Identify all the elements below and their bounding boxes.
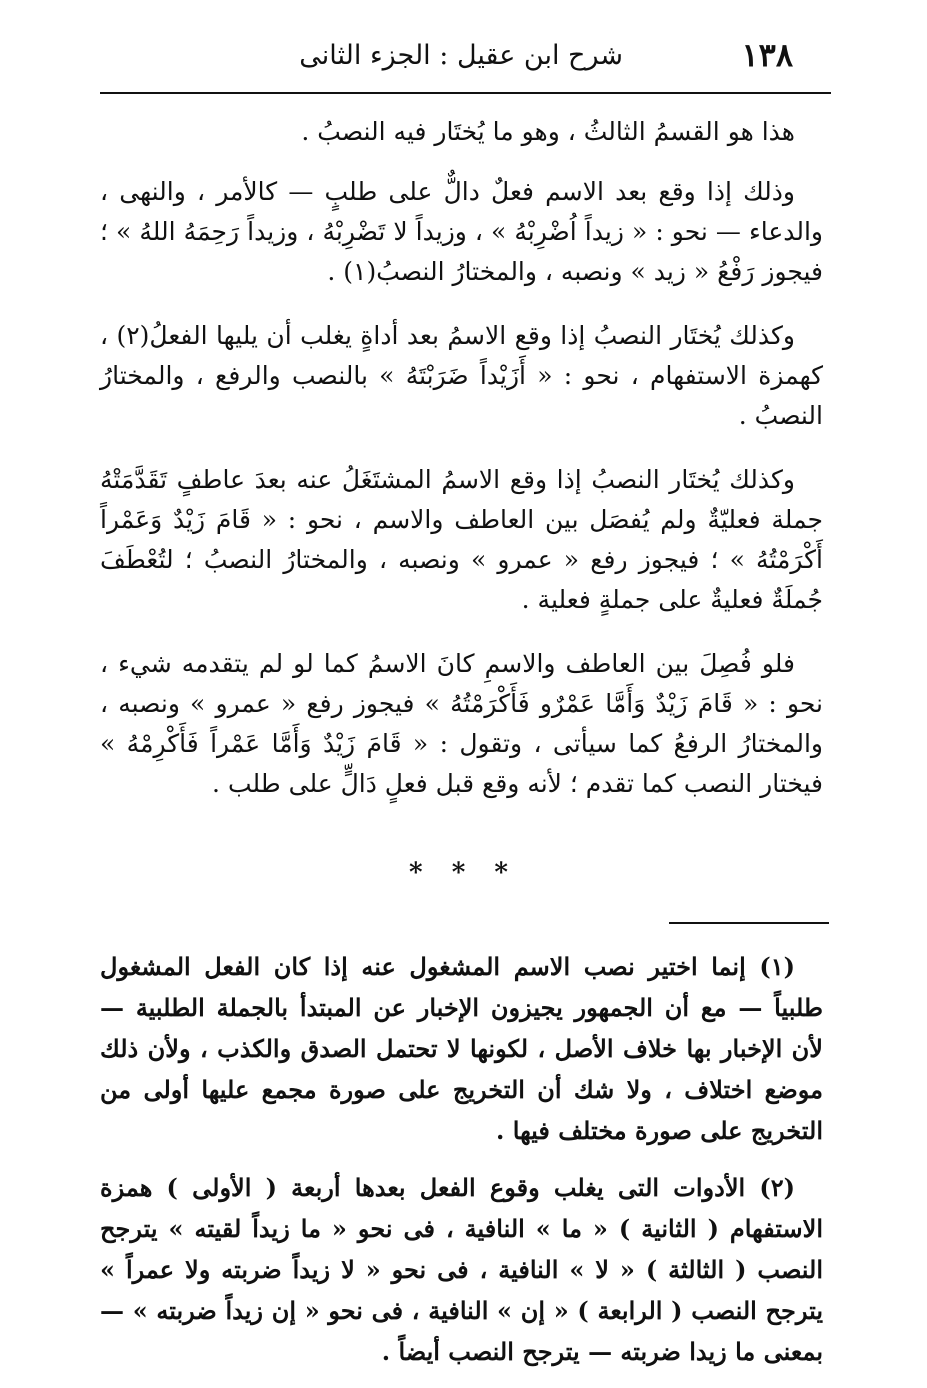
header-rule [100, 92, 831, 94]
paragraph: فلو فُصِلَ بين العاطف والاسمِ كانَ الاسمُ كما لو لم يتقدمه شيء ، نحو : « قَامَ زَيْدٌ وَأَمَّا عَمْرٌو فَأَكْرَمْتُهُ » فيجوز رفع « عمرو » ونصبه ، والمختارُ الرفعُ كما سيأتى ، وتقول : « قَامَ زَيْدٌ وَأَمَّا عَمْراً فَأَكْرِمْهُ » فيختار النصب كما تقدم ؛ لأنه وقع قبل فعلٍ دَالٍّ على طلب . [100, 649, 823, 798]
paragraph: هذا هو القسمُ الثالثُ ، وهو ما يُختَار فيه النصبُ . [301, 117, 795, 146]
footnote: (١) إنما اختير نصب الاسم المشغول عنه إذا كان الفعل المشغول طلبياً — مع أن الجمهور يجيزون الإخبار عن المبتدأ بالجملة الطلبية — لأن الإخبار بها خلاف الأصل ، لكونها لا تحتمل الصدق والكذب ، ولأن ذلك موضع اختلاف ، ولا شك أن التخريج على صورة مجمع عليها أولى من التخريج على صورة مختلف فيها . [100, 952, 823, 1145]
paragraph: وكذلك يُختَار النصبُ إذا وقع الاسمُ بعد أداةٍ يغلب أن يليها الفعلُ(٢) ، كهمزة الاستفهام ، نحو : « أَزَيْداً ضَرَبْتَهُ » بالنصب والرفع ، والمختارُ النصبُ . [100, 321, 823, 430]
paragraph: وذلك إذا وقع بعد الاسم فعلٌ دالٌّ على طلبٍ — كالأمر ، والنهى ، والدعاء — نحو : « زيداً اُضْرِبْهُ » ، وزيداً لا تَضْرِبْهُ ، وزيداً رَحِمَهُ اللهُ » ؛ فيجوز رَفْعُ « زيد » ونصبه ، والمختارُ النصبُ(١) . [100, 177, 823, 286]
page-header [100, 30, 831, 90]
section-separator: * * * [409, 858, 518, 888]
paragraph: وكذلك يُختَار النصبُ إذا وقع الاسمُ المشتَغَلُ عنه بعدَ عاطفٍ تَقَدَّمَتْهُ جملة فعليّةٌ ولم يُفصَل بين العاطف والاسم ، نحو : « قَامَ زَيْدٌ وَعَمْراً أَكْرَمْتُهُ » ؛ فيجوز رفع « عمرو » ونصبه ، والمختارُ النصبُ ؛ لتُعْطَفَ جُملَةٌ فعليةٌ على جملةٍ فعلية . [100, 465, 823, 614]
running-title: شرح ابن عقيل : الجزء الثانى [299, 40, 623, 71]
footnotes [100, 946, 823, 1388]
footnote: (٢) الأدوات التى يغلب وقوع الفعل بعدها أربعة ( الأولى ) همزة الاستفهام ( الثانية ) « ما » النافية ، فى نحو « ما زيداً لقيته » يترجح النصب ( الثالثة ) « لا » النافية ، فى نحو « لا زيداً ضربته ولا عمراً » يترجح النصب ( الرابعة ) « إن » النافية ، فى نحو « إن زيداً ضربته » — بمعنى ما زيدا ضربته — يترجح النصب أيضاً . [100, 1173, 823, 1366]
page-number: ١٣٨ [741, 36, 793, 74]
main-text [100, 112, 823, 828]
footnote-rule [669, 922, 829, 924]
